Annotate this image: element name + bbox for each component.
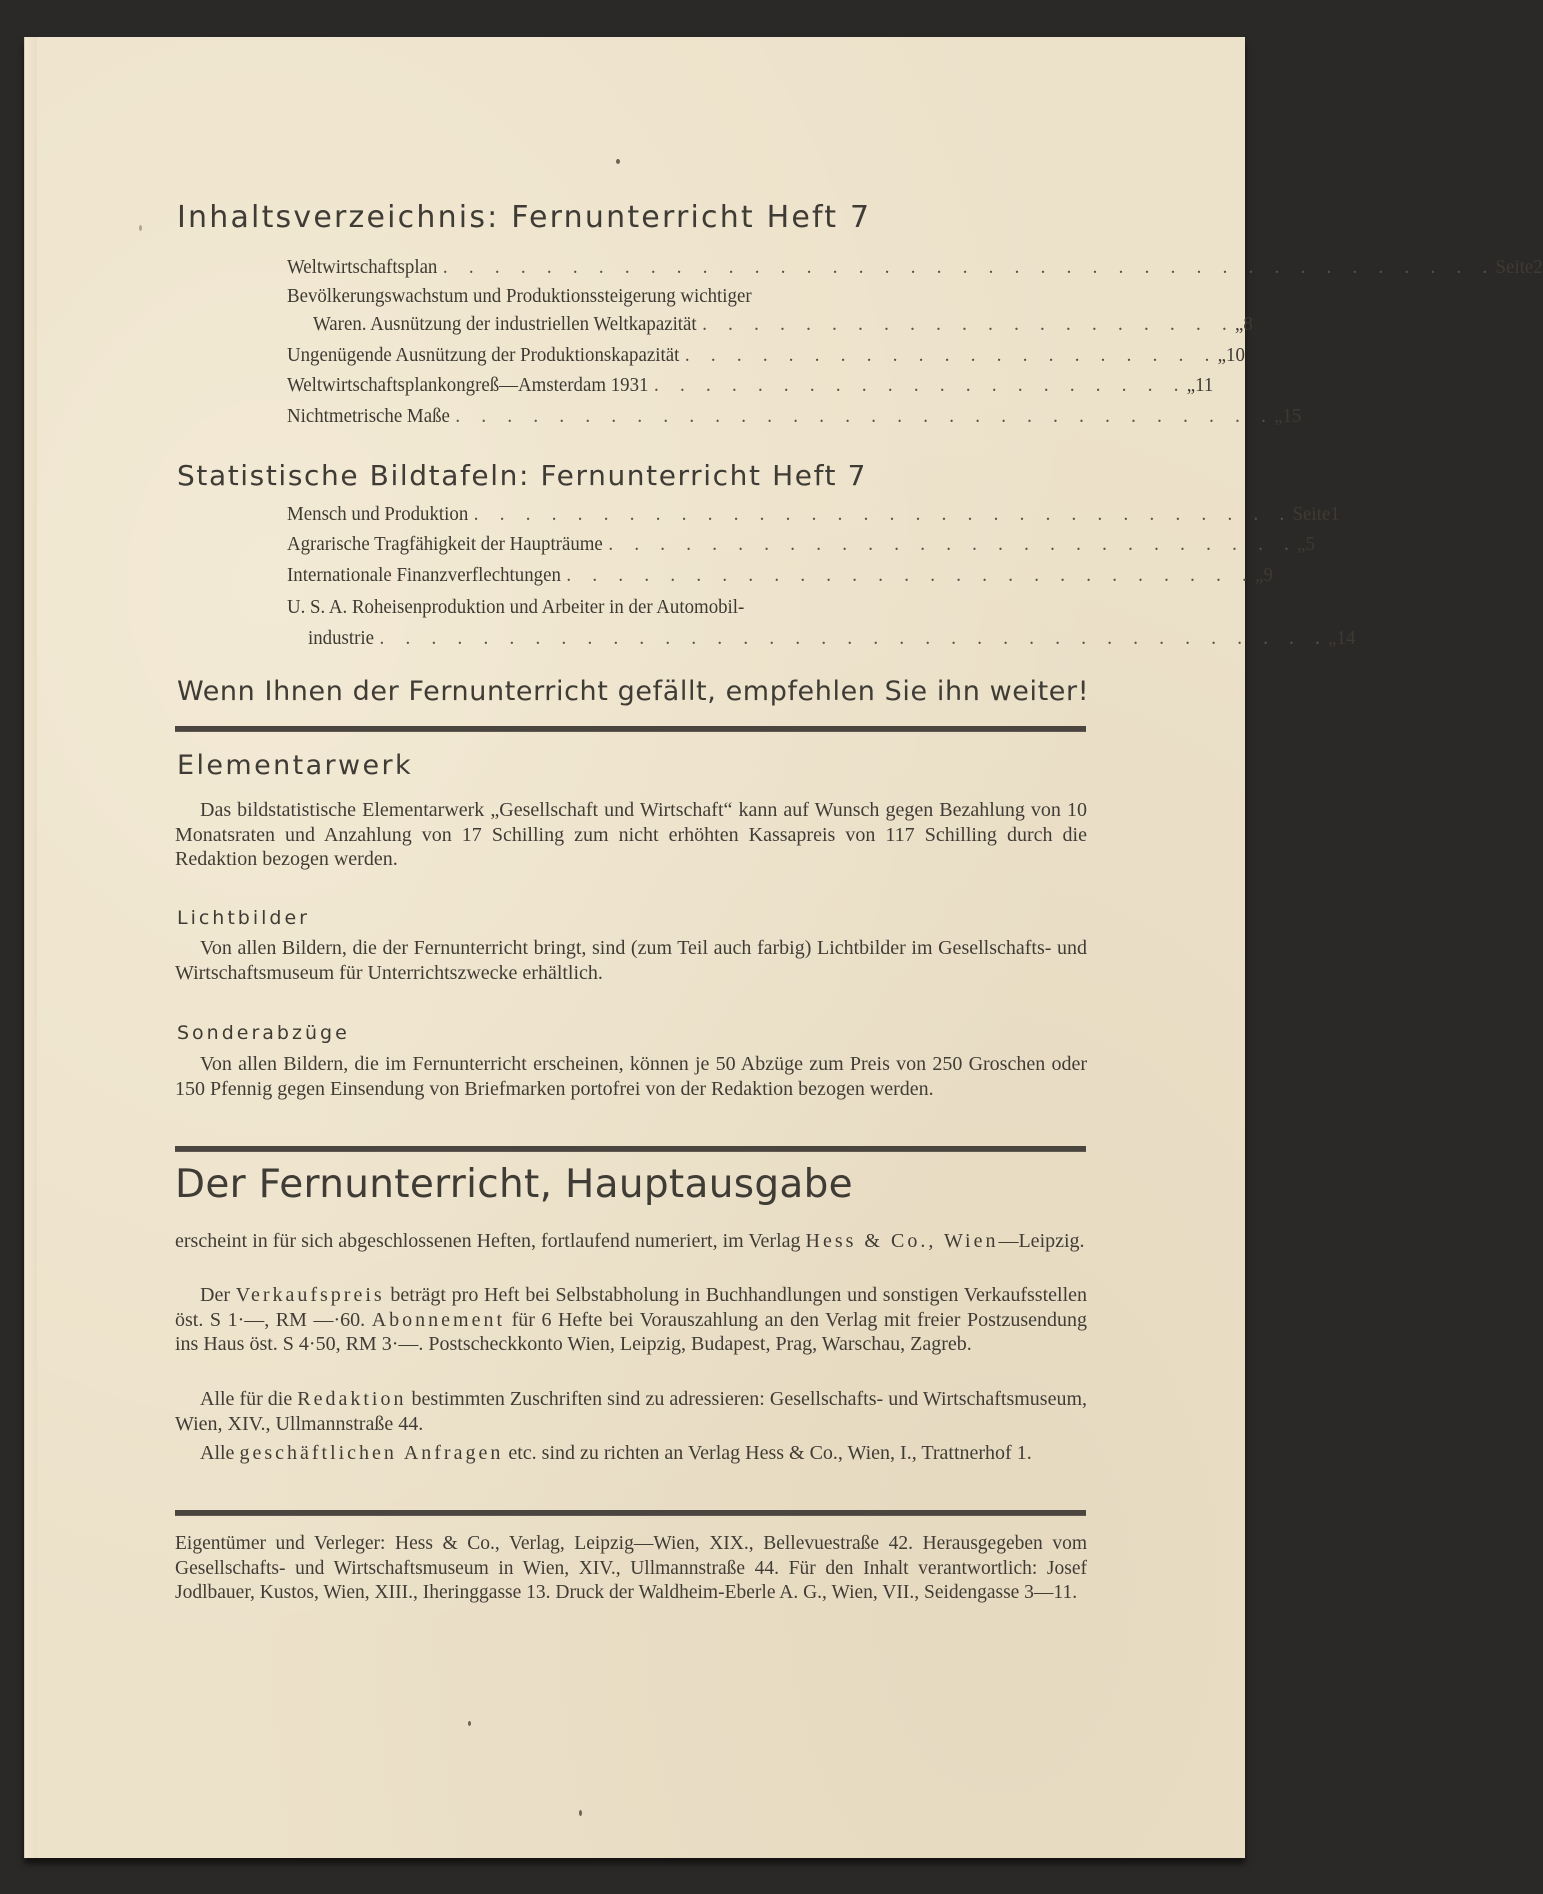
- bildtafel-entry-page: 9: [1263, 564, 1273, 586]
- paper-speck: [139, 225, 142, 231]
- sonderabzuege-heading: Sonderabzüge: [177, 1022, 350, 1044]
- toc-entry-page: 8: [1243, 313, 1253, 335]
- leader-dots: . . . . . . . . . . . . . . . . . . . . . . . . . . . . . . . .: [455, 405, 1275, 427]
- bildtafel-entry-page: 5: [1305, 533, 1315, 555]
- leader-dots: . . . . . . . . . . . . . . . . . . . . .: [653, 374, 1187, 396]
- ditto-mark: „: [1255, 564, 1264, 586]
- leader-dots: . . . . . . . . . . . . . . . . . . . . . . . . . . . . . . . . . . . . . . . . .: [442, 256, 1496, 278]
- toc-entry-title: Ungenügende Ausnützung der Produktionskapazität: [287, 344, 680, 366]
- elementarwerk-text: [175, 798, 1087, 872]
- p3-keyword: Redaktion: [297, 1388, 407, 1410]
- sonderabzuege-body: Von allen Bildern, die im Fernunterricht erscheinen, können je 50 Abzüge zum Preis von 250 Groschen oder 150 Pfennig gegen Einsendung von Briefmarken portofrei von der Redaktion bezogen werden.: [175, 1053, 1087, 1100]
- hauptausgabe-heading: Der Fernunterricht, Hauptausgabe: [175, 1162, 853, 1207]
- p2-text: beträgt pro Heft bei Selbstabholung in Buchhandlungen und sonstigen Verkaufsstellen öst. S 1·—, RM —·60.: [175, 1284, 1088, 1331]
- toc-entry[interactable]: [287, 405, 1302, 431]
- divider-rule: [175, 1510, 1086, 1516]
- hauptausgabe-p1: [175, 1229, 1087, 1254]
- leader-dots: . . . . . . . . . . . . . . . . . . . . . . . . . . .: [566, 564, 1256, 586]
- leader-dots: . . . . . . . . . . . . . . . . . . . . . . . . . . . . . . . . . . . . .: [379, 627, 1329, 649]
- toc-entry-title: Nichtmetrische Maße: [287, 405, 450, 427]
- toc-entry-page: 11: [1195, 374, 1214, 396]
- bildtafel-entry[interactable]: [287, 564, 1273, 590]
- page-edge: [24, 37, 37, 1858]
- bildtafel-entry-title: Internationale Finanzverflechtungen: [287, 564, 561, 586]
- toc-entry[interactable]: [287, 285, 1089, 311]
- leader-dots: . . . . . . . . . . . . . . . . . . . . . . . . . . . . . . . .: [473, 503, 1293, 525]
- ditto-mark: „: [1234, 313, 1244, 335]
- leader-dots: . . . . . . . . . . . . . . . . . . . . .: [684, 344, 1218, 366]
- ditto-mark: „: [1217, 344, 1227, 366]
- toc-entry-page: 2: [1533, 256, 1543, 278]
- p2-keyword-2: Abonnement: [371, 1308, 506, 1331]
- ditto-mark: „: [1274, 405, 1283, 427]
- bildtafel-entry[interactable]: [287, 596, 1089, 622]
- bildtafel-entry-title: Agrarische Tragfähigkeit der Haupträume: [287, 533, 603, 555]
- bildtafel-entry-page: 1: [1330, 503, 1340, 525]
- hauptausgabe-p3: [175, 1387, 1087, 1436]
- toc-entry-continuation[interactable]: [313, 313, 1253, 339]
- elementarwerk-body: Das bildstatistische Elementarwerk „Gesellschaft und Wirtschaft“ kann auf Wunsch gegen Bezahlung von 10 Monatsraten und Anzahlung von 17 Schilling zum nicht erhöhten Kassapreis von 117 Schilling durch die Redaktion bezogen werden.: [175, 799, 1087, 870]
- imprint: Eigentümer und Verleger: Hess & Co., Verlag, Leipzig—Wien, XIX., Bellevuestraße 42. Herausgegeben vom Gesellschafts- und Wirtschaftsmuseum in Wien, XIV., Ullmannstraße 44. Für den Inhalt verantwortlich: Josef Jodlbauer, Kustos, Wien, XIII., Iheringgasse 13. Druck der Waldheim-Eberle A. G., Wien, VII., Seidengasse 3—11.: [175, 1533, 1087, 1603]
- p3-lead: Alle für die: [200, 1388, 293, 1410]
- hauptausgabe-p4: [175, 1441, 1087, 1466]
- ditto-mark: „: [1328, 627, 1337, 649]
- toc-heading: Inhaltsverzeichnis: Fernunterricht Heft 7: [177, 200, 872, 235]
- p4-text: etc. sind zu richten an Verlag Hess & Co., Wien, I., Trattnerhof 1.: [508, 1442, 1032, 1464]
- toc-entry-title: Bevölkerungswachstum und Produktionssteigerung wichtiger: [287, 285, 752, 307]
- lichtbilder-text: [175, 936, 1087, 985]
- divider-rule: [175, 1146, 1086, 1152]
- bildtafel-entry[interactable]: [287, 503, 1340, 529]
- toc-entry-title: Weltwirtschaftsplan: [287, 256, 438, 278]
- toc-entry-title: Weltwirtschaftsplankongreß—Amsterdam 1931: [287, 374, 649, 396]
- p4-lead: Alle: [200, 1442, 235, 1464]
- paper-speck: [468, 1721, 471, 1726]
- seite-label: Seite: [1292, 503, 1331, 525]
- hauptausgabe-p2: [175, 1283, 1087, 1357]
- toc-entry[interactable]: [287, 374, 1214, 400]
- toc-entry-title-cont: Waren. Ausnützung der industriellen Weltkapazität: [313, 313, 697, 335]
- p2-text-2: für 6 Hefte bei Vorauszahlung an den Verlag mit freier Postzusendung ins Haus öst. S 4·50, RM 3·—. Postscheckkonto Wien, Leipzig, Budapest, Prag, Warschau, Zagreb.: [175, 1308, 1088, 1355]
- elementarwerk-heading: Elementarwerk: [177, 750, 414, 781]
- divider-rule: [175, 726, 1086, 732]
- bildtafel-entry-continuation[interactable]: [308, 627, 1356, 653]
- hauptausgabe-p1-text: erscheint in für sich abgeschlossenen Heften, fortlaufend numeriert, im Verlag: [175, 1230, 801, 1252]
- sonderabzuege-text: [175, 1052, 1087, 1101]
- paper-speck: [616, 159, 620, 164]
- bildtafel-entry-title: U. S. A. Roheisenproduktion und Arbeiter in der Automobil-: [287, 596, 745, 618]
- toc-entry[interactable]: [287, 256, 1543, 282]
- paper-speck: [579, 1810, 582, 1816]
- seite-label: Seite: [1495, 256, 1534, 278]
- lichtbilder-body: Von allen Bildern, die der Fernunterricht bringt, sind (zum Teil auch farbig) Lichtbilder im Gesellschafts- und Wirtschaftsmuseum für Unterrichtszwecke erhältlich.: [175, 937, 1087, 984]
- p2-lead: Der: [200, 1284, 230, 1306]
- toc-entry-page: 10: [1226, 344, 1245, 366]
- leader-dots: . . . . . . . . . . . . . . . . . . . . .: [702, 313, 1235, 335]
- leader-dots: . . . . . . . . . . . . . . . . . . . . . . . . . . .: [608, 533, 1298, 555]
- p2-keyword: Verkaufspreis: [235, 1284, 385, 1306]
- bildtafel-entry-page: 14: [1336, 627, 1356, 649]
- lichtbilder-heading: Lichtbilder: [177, 907, 310, 929]
- recommend-slogan: Wenn Ihnen der Fernunterricht gefällt, empfehlen Sie ihn weiter!: [177, 676, 1090, 707]
- p4-keyword: geschäftlichen Anfragen: [239, 1442, 504, 1464]
- toc-entry-page: 15: [1282, 405, 1302, 427]
- publisher-city: —Leipzig.: [998, 1230, 1085, 1252]
- bildtafel-entry-title: Mensch und Produktion: [287, 503, 469, 525]
- bildtafel-entry-title-cont: industrie: [308, 627, 375, 649]
- ditto-mark: „: [1186, 374, 1196, 396]
- publisher-name: Hess & Co., Wien: [805, 1230, 999, 1252]
- bildtafel-entry[interactable]: [287, 533, 1315, 559]
- toc-entry[interactable]: [287, 344, 1245, 370]
- ditto-mark: „: [1297, 533, 1306, 555]
- bildtafeln-heading: Statistische Bildtafeln: Fernunterricht Heft 7: [177, 459, 868, 492]
- p3-text: bestimmten Zuschriften sind zu adressieren: Gesellschafts- und Wirtschaftsmuseum, Wien, XIV., Ullmannstraße 44.: [175, 1388, 1088, 1435]
